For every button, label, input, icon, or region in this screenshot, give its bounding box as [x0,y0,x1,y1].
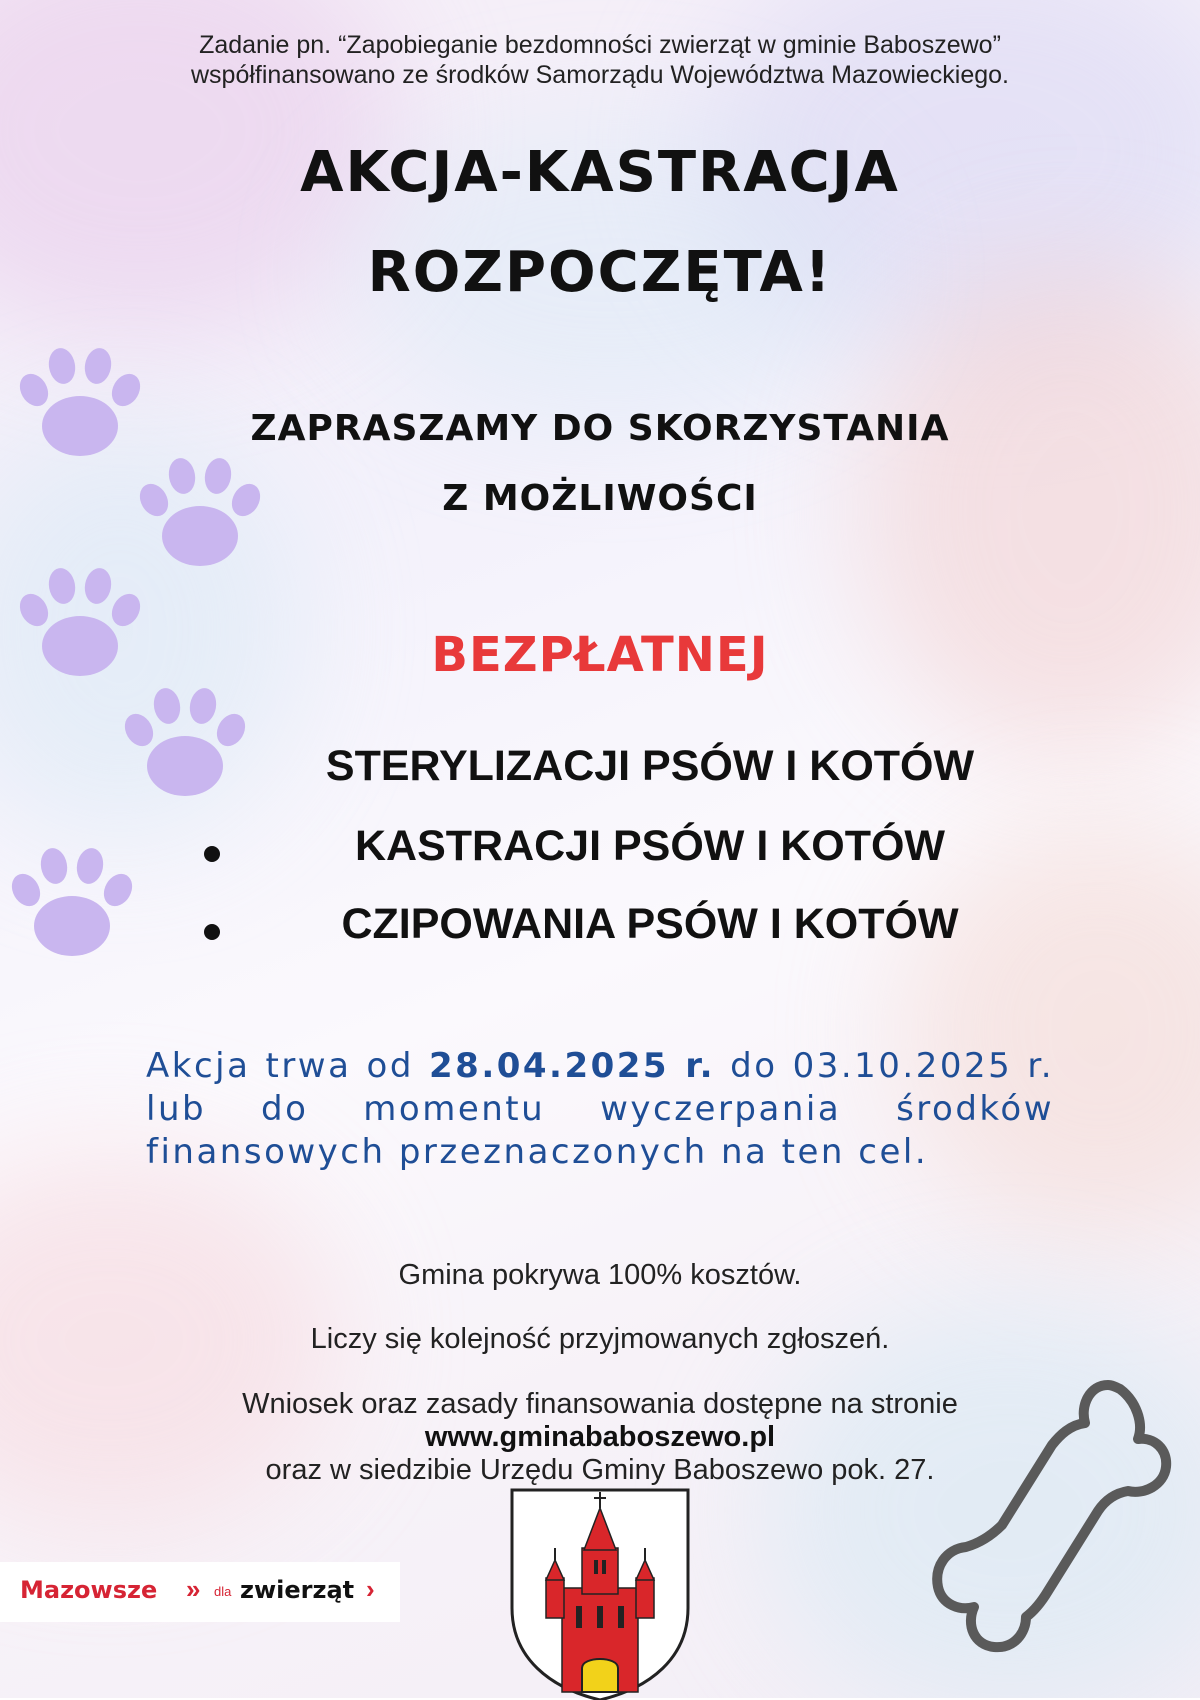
invite-line1: ZAPRASZAMY DO SKORZYSTANIA [250,408,950,449]
mazowsze-dla-zwierzat-logo [0,1562,400,1622]
logo-end-arrow-icon: › [366,1574,375,1604]
paw-icon [14,566,146,676]
period-line2: lub do momentu wyczerpania środków [146,1089,1054,1129]
period-line3: finansowych przeznaczonych na ten cel. [146,1132,929,1172]
service-label: CZIPOWANIA PSÓW I KOTÓW [341,900,959,948]
service-item [200,822,1000,882]
order-info: Liczy się kolejność przyjmowanych zgłoszeń. [310,1323,890,1355]
main-title-line1: AKCJA-KASTRACJA [300,140,900,205]
coat-of-arms-emblem [510,1488,690,1700]
funding-note-line1: Zadanie pn. “Zapobieganie bezdomności zwierząt w gminie Baboszewo” [199,31,1001,59]
paw-icon [6,846,138,956]
logo-mazowsze-text: Mazowsze [20,1576,158,1604]
free-label: BEZPŁATNEJ [431,627,769,683]
service-item [200,900,1000,960]
service-label: KASTRACJI PSÓW I KOTÓW [354,822,946,870]
bone-icon [930,1375,1200,1665]
funding-note-line2: współfinansowano ze środków Samorządu Województwa Mazowieckiego. [191,61,1009,89]
logo-zwierzat-text: zwierząt [240,1576,355,1604]
campaign-period [146,1045,1054,1174]
main-title-line2: ROZPOCZĘTA! [367,240,833,305]
paw-prints [0,0,300,960]
logo-arrow-icon: » [186,1574,201,1604]
paw-icon [134,456,266,566]
service-label: STERYLIZACJI PSÓW I KOTÓW [325,742,975,790]
office-info: oraz w siedzibie Urzędu Gminy Baboszewo pok. 27. [265,1454,935,1486]
period-start-date: 28.04.2025 r. [429,1046,716,1086]
website-link[interactable]: www.gminababoszewo.pl [424,1421,776,1453]
logo-dla-text: dla [214,1584,232,1599]
application-info: Wniosek oraz zasady finansowania dostępne na stronie [242,1388,958,1420]
service-item [200,742,1000,802]
paw-icon [119,686,251,796]
invite-line2: Z MOŻLIWOŚCI [442,478,758,519]
paw-icon [14,346,146,456]
period-end-date: do 03.10.2025 r. [715,1046,1054,1086]
period-prefix: Akcja trwa od [146,1046,429,1086]
cost-info: Gmina pokrywa 100% kosztów. [398,1259,802,1291]
period-line1 [146,1045,1054,1088]
